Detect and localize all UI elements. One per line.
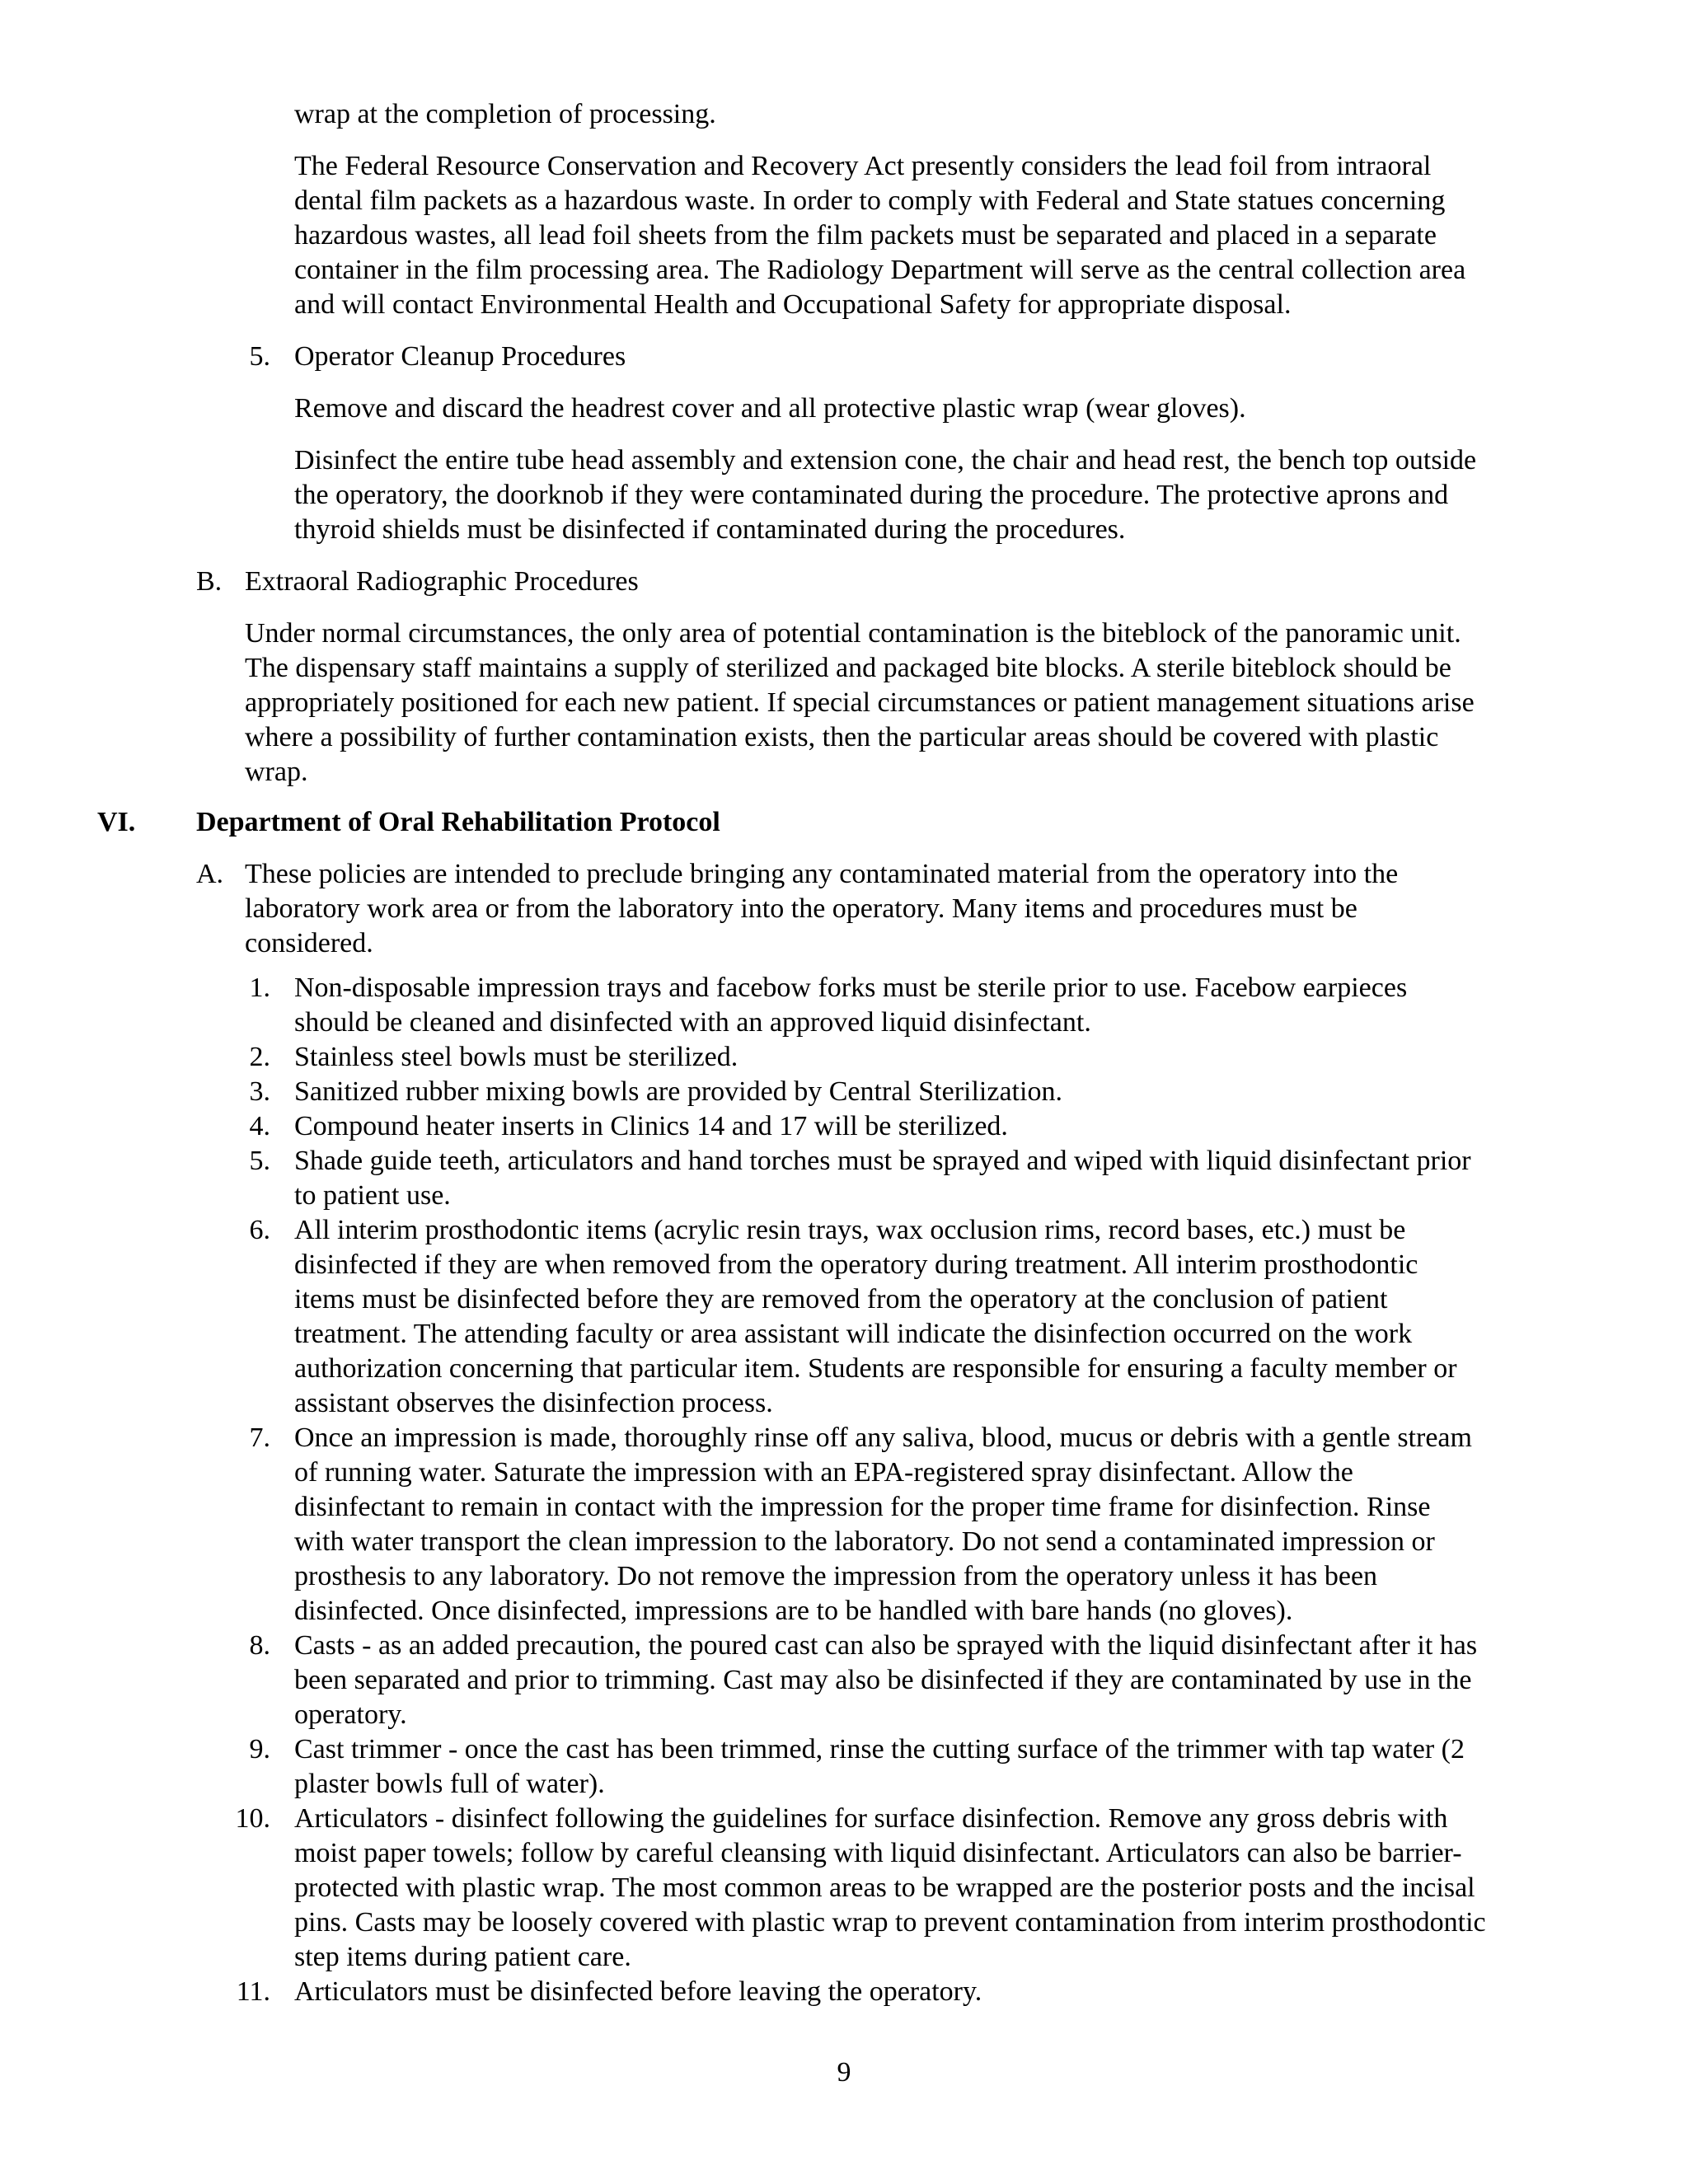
paragraph-line: where a possibility of further contamination exists, then the particular areas should be covered with plastic xyxy=(245,722,1439,752)
list-item-line: protected with plastic wrap. The most common areas to be wrapped are the posterior posts and the incisal xyxy=(294,1872,1475,1903)
list-number: 1. xyxy=(249,972,270,1003)
list-item-line: All interim prosthodontic items (acrylic resin trays, wax occlusion rims, record bases, etc.) must be xyxy=(294,1215,1406,1245)
list-item-line: items must be disinfected before they are removed from the operatory at the conclusion of patient xyxy=(294,1284,1388,1315)
paragraph-line: These policies are intended to preclude bringing any contaminated material from the operatory into the xyxy=(245,859,1399,889)
list-number: 5. xyxy=(249,341,270,372)
section-numeral: VI. xyxy=(97,807,136,837)
list-item-line: Shade guide teeth, articulators and hand torches must be sprayed and wiped with liquid disinfectant prior xyxy=(294,1146,1471,1176)
list-number: 4. xyxy=(249,1111,270,1141)
paragraph-line: the operatory, the doorknob if they were contaminated during the procedure. The protective aprons and xyxy=(294,480,1449,510)
paragraph-line: Disinfect the entire tube head assembly and extension cone, the chair and head rest, the bench top outside xyxy=(294,445,1477,476)
paragraph-line: dental film packets as a hazardous waste. In order to comply with Federal and State statues concerning xyxy=(294,185,1446,216)
paragraph-line: hazardous wastes, all lead foil sheets from the film packets must be separated and placed in a separate xyxy=(294,220,1437,251)
paragraph-line: and will contact Environmental Health and Occupational Safety for appropriate disposal. xyxy=(294,289,1292,320)
list-item-line: Casts - as an added precaution, the poured cast can also be sprayed with the liquid disinfectant after it has xyxy=(294,1630,1478,1661)
list-item-line: Cast trimmer - once the cast has been trimmed, rinse the cutting surface of the trimmer with tap water (2 xyxy=(294,1734,1465,1765)
page-number: 9 xyxy=(837,2057,851,2088)
list-number: 2. xyxy=(249,1042,270,1072)
list-item-line: Non-disposable impression trays and facebow forks must be sterile prior to use. Facebow earpieces xyxy=(294,972,1408,1003)
list-item-line: been separated and prior to trimming. Cast may also be disinfected if they are contaminated by use in the xyxy=(294,1665,1472,1695)
list-item-line: operatory. xyxy=(294,1699,407,1730)
list-item-line: pins. Casts may be loosely covered with plastic wrap to prevent contamination from interim prosthodontic xyxy=(294,1907,1486,1938)
list-item-line: should be cleaned and disinfected with an approved liquid disinfectant. xyxy=(294,1007,1091,1038)
list-item-line: authorization concerning that particular item. Students are responsible for ensuring a faculty member or xyxy=(294,1353,1457,1384)
section-letter: B. xyxy=(196,566,223,597)
list-item-line: Articulators must be disinfected before leaving the operatory. xyxy=(294,1976,982,2007)
list-item-title: Operator Cleanup Procedures xyxy=(294,341,626,372)
subsection-letter: A. xyxy=(196,859,224,889)
list-item-line: Once an impression is made, thoroughly rinse off any saliva, blood, mucus or debris with a gentle stream xyxy=(294,1422,1472,1453)
paragraph-line: wrap. xyxy=(245,757,308,787)
list-number: 6. xyxy=(249,1215,270,1245)
list-item-line: Articulators - disinfect following the guidelines for surface disinfection. Remove any gross debris with xyxy=(294,1803,1448,1834)
paragraph-line: appropriately positioned for each new patient. If special circumstances or patient management situations arise xyxy=(245,687,1475,718)
list-item-line: Stainless steel bowls must be sterilized. xyxy=(294,1042,738,1072)
paragraph-line: thyroid shields must be disinfected if contaminated during the procedures. xyxy=(294,514,1126,545)
paragraph-line: Remove and discard the headrest cover and all protective plastic wrap (wear gloves). xyxy=(294,393,1246,424)
list-number: 8. xyxy=(249,1630,270,1661)
list-item-line: prosthesis to any laboratory. Do not remove the impression from the operatory unless it has been xyxy=(294,1561,1378,1591)
list-item-line: step items during patient care. xyxy=(294,1942,631,1972)
continued-text: wrap at the completion of processing. xyxy=(294,99,716,129)
list-item-line: to patient use. xyxy=(294,1180,451,1211)
section-heading: Department of Oral Rehabilitation Protocol xyxy=(196,807,720,837)
list-item-line: with water transport the clean impression to the laboratory. Do not send a contaminated impression or xyxy=(294,1526,1435,1557)
list-item-line: plaster bowls full of water). xyxy=(294,1769,605,1799)
list-number: 9. xyxy=(249,1734,270,1765)
section-title: Extraoral Radiographic Procedures xyxy=(245,566,639,597)
paragraph-line: The Federal Resource Conservation and Recovery Act presently considers the lead foil from intraoral xyxy=(294,151,1432,181)
list-item-line: of running water. Saturate the impression with an EPA-registered spray disinfectant. Allow the xyxy=(294,1457,1353,1488)
list-item-line: Sanitized rubber mixing bowls are provided by Central Sterilization. xyxy=(294,1076,1062,1107)
paragraph-line: The dispensary staff maintains a supply of sterilized and packaged bite blocks. A sterile biteblock should be xyxy=(245,653,1451,683)
list-number: 5. xyxy=(249,1146,270,1176)
list-number: 10. xyxy=(235,1803,270,1834)
list-item-line: disinfectant to remain in contact with the impression for the proper time frame for disinfection. Rinse xyxy=(294,1492,1431,1522)
list-item-line: treatment. The attending faculty or area assistant will indicate the disinfection occurred on the work xyxy=(294,1319,1413,1349)
paragraph-line: laboratory work area or from the laboratory into the operatory. Many items and procedures must be xyxy=(245,893,1357,924)
list-item-line: assistant observes the disinfection process. xyxy=(294,1388,773,1418)
paragraph-line: Under normal circumstances, the only area of potential contamination is the biteblock of the panoramic unit. xyxy=(245,618,1461,649)
list-item-line: moist paper towels; follow by careful cleansing with liquid disinfectant. Articulators can also be barrier- xyxy=(294,1838,1462,1868)
list-item-line: Compound heater inserts in Clinics 14 and 17 will be sterilized. xyxy=(294,1111,1008,1141)
list-number: 11. xyxy=(236,1976,270,2007)
paragraph-line: considered. xyxy=(245,928,373,958)
list-number: 3. xyxy=(249,1076,270,1107)
list-number: 7. xyxy=(249,1422,270,1453)
paragraph-line: container in the film processing area. The Radiology Department will serve as the central collection area xyxy=(294,255,1466,285)
list-item-line: disinfected if they are when removed from the operatory during treatment. All interim prosthodontic xyxy=(294,1249,1418,1280)
list-item-line: disinfected. Once disinfected, impressions are to be handled with bare hands (no gloves). xyxy=(294,1596,1293,1626)
